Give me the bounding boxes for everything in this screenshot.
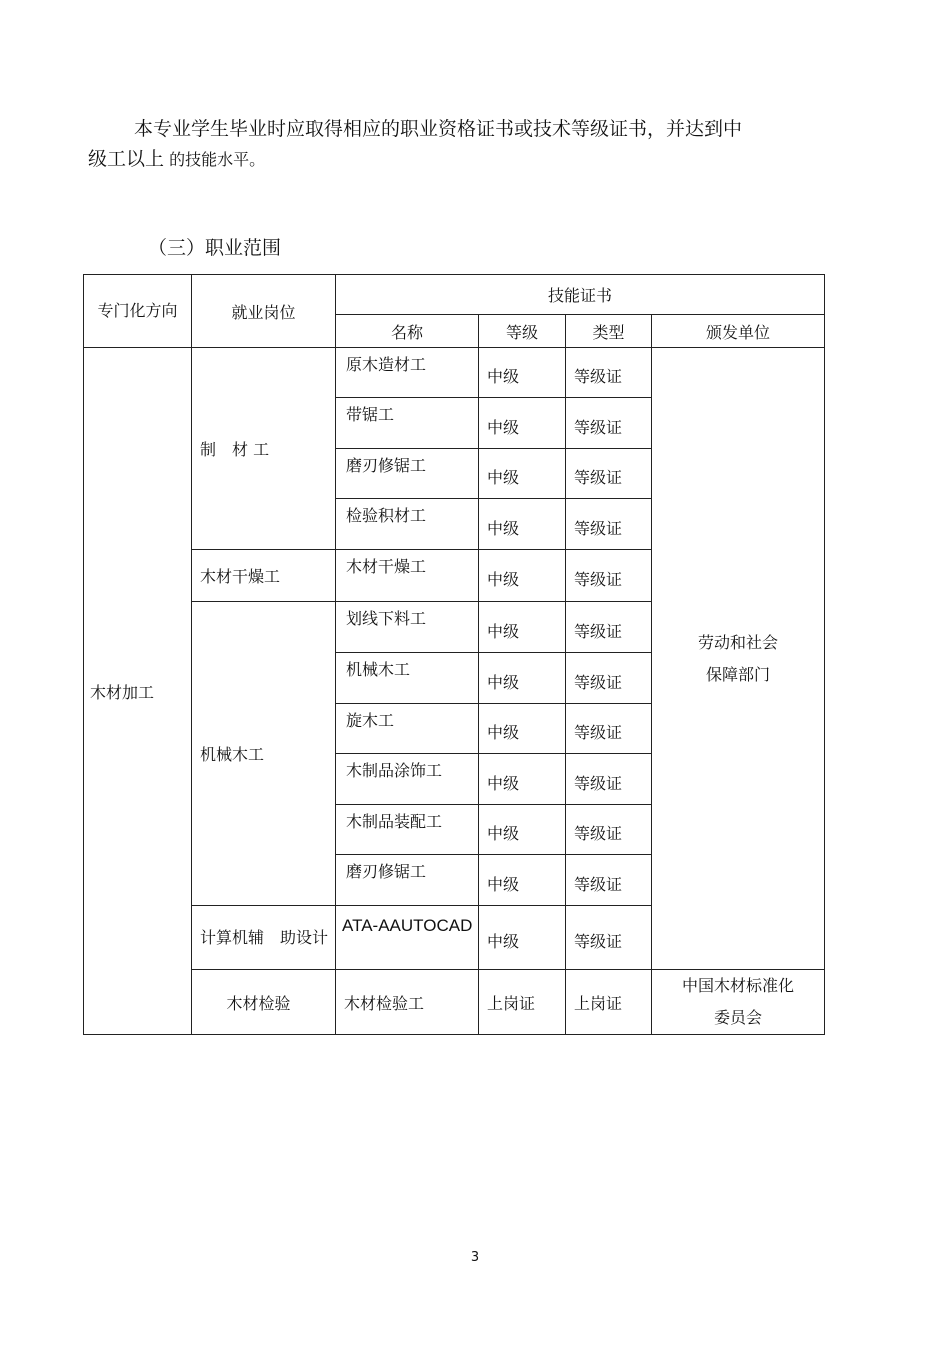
issuer-standards bbox=[652, 970, 825, 1035]
cert-grade: 中级 bbox=[479, 855, 566, 906]
cert-grade: 中级 bbox=[479, 348, 566, 398]
cert-type: 等级证 bbox=[566, 449, 652, 499]
cert-name: 原木造材工 bbox=[336, 348, 479, 398]
table-row bbox=[84, 348, 825, 398]
table-row bbox=[84, 970, 825, 1035]
issuer-labor-line-2: 保障部门 bbox=[706, 664, 771, 684]
issuer-standards-line-1: 中国木材标准化 bbox=[682, 976, 795, 995]
header-certificate: 技能证书 bbox=[336, 275, 825, 315]
header-direction: 专门化方向 bbox=[84, 275, 192, 348]
post-inspection: 木材检验 bbox=[192, 970, 336, 1035]
cert-type: 等级证 bbox=[566, 499, 652, 550]
cert-type: 等级证 bbox=[566, 855, 652, 906]
intro-paragraph bbox=[88, 114, 818, 175]
cert-name: 机械木工 bbox=[336, 653, 479, 704]
cert-type: 等级证 bbox=[566, 653, 652, 704]
cert-grade: 中级 bbox=[479, 550, 566, 602]
intro-line-2a: 级工以上 bbox=[88, 148, 165, 170]
cert-type: 等级证 bbox=[566, 348, 652, 398]
cert-type: 上岗证 bbox=[566, 970, 652, 1035]
cert-name: 磨刃修锯工 bbox=[336, 855, 479, 906]
cert-name: 木材干燥工 bbox=[336, 550, 479, 602]
cert-grade: 中级 bbox=[479, 653, 566, 704]
intro-line-1: 本专业学生毕业时应取得相应的职业资格证书或技术等级证书，并达到中 bbox=[134, 118, 743, 140]
header-issuer: 颁发单位 bbox=[652, 315, 825, 348]
cert-type: 等级证 bbox=[566, 805, 652, 855]
cert-type: 等级证 bbox=[566, 550, 652, 602]
cert-grade: 上岗证 bbox=[479, 970, 566, 1035]
header-name: 名称 bbox=[336, 315, 479, 348]
cert-type: 等级证 bbox=[566, 906, 652, 970]
post-machining: 机械木工 bbox=[192, 602, 336, 906]
cert-type: 等级证 bbox=[566, 704, 652, 754]
cert-type: 等级证 bbox=[566, 602, 652, 653]
cert-grade: 中级 bbox=[479, 704, 566, 754]
cert-name: 旋木工 bbox=[336, 704, 479, 754]
cert-grade: 中级 bbox=[479, 906, 566, 970]
page-number: 3 bbox=[470, 1250, 480, 1265]
cert-name: 划线下料工 bbox=[336, 602, 479, 653]
cert-grade: 中级 bbox=[479, 398, 566, 449]
cert-name: 木材检验工 bbox=[336, 970, 479, 1035]
issuer-labor bbox=[652, 348, 825, 970]
header-grade: 等级 bbox=[479, 315, 566, 348]
cert-name: ATA-AAUTOCAD bbox=[336, 906, 479, 970]
intro-line-2b: 的技能水平。 bbox=[164, 150, 266, 169]
cert-type: 等级证 bbox=[566, 398, 652, 449]
cert-grade: 中级 bbox=[479, 805, 566, 855]
cert-grade: 中级 bbox=[479, 499, 566, 550]
cert-grade: 中级 bbox=[479, 449, 566, 499]
cert-name: 木制品装配工 bbox=[336, 805, 479, 855]
cert-name: 木制品涂饰工 bbox=[336, 754, 479, 805]
header-type: 类型 bbox=[566, 315, 652, 348]
post-drying: 木材干燥工 bbox=[192, 550, 336, 602]
direction-cell: 木材加工 bbox=[84, 348, 192, 1035]
post-cad: 计算机辅 助设计 bbox=[192, 906, 336, 970]
cert-name: 磨刃修锯工 bbox=[336, 449, 479, 499]
cert-grade: 中级 bbox=[479, 602, 566, 653]
header-post: 就业岗位 bbox=[192, 275, 336, 348]
career-scope-table bbox=[83, 274, 825, 1035]
post-sawing: 制 材 工 bbox=[192, 348, 336, 550]
cert-type: 等级证 bbox=[566, 754, 652, 805]
cert-grade: 中级 bbox=[479, 754, 566, 805]
issuer-standards-line-2: 委员会 bbox=[714, 1008, 763, 1027]
intro-line-2 bbox=[88, 144, 818, 175]
section-title: （三）职业范围 bbox=[148, 237, 282, 259]
cert-name: 带锯工 bbox=[336, 398, 479, 449]
issuer-labor-line-1: 劳动和社会 bbox=[698, 632, 779, 652]
cert-name: 检验积材工 bbox=[336, 499, 479, 550]
